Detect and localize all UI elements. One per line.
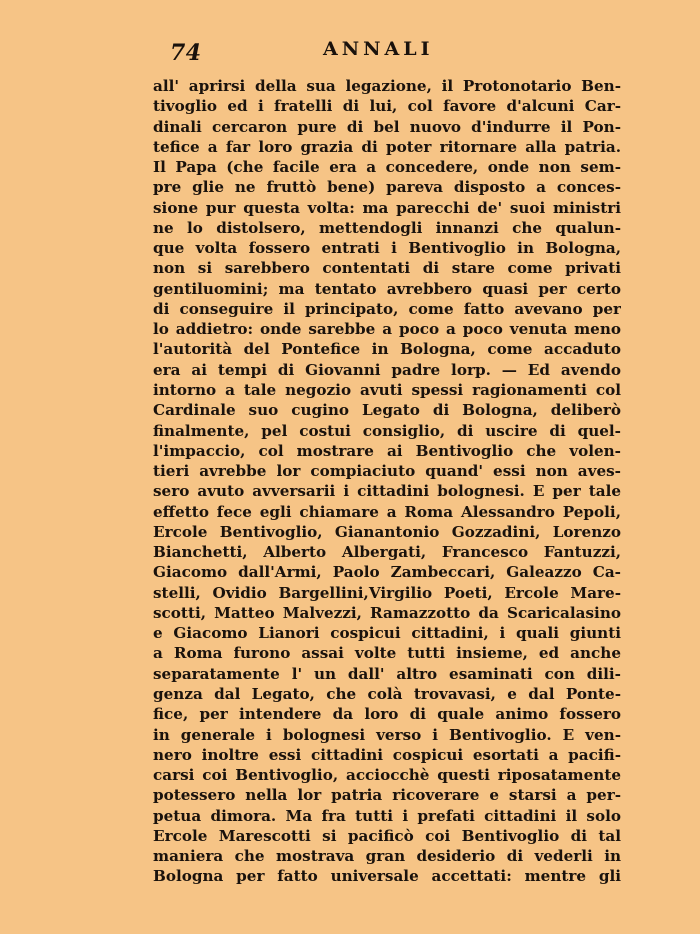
- text-line: l'impaccio, col mostrare ai Bentivoglio che volen-: [153, 441, 621, 460]
- text-line: scotti, Matteo Malvezzi, Ramazzotto da Scaricalasino: [153, 603, 621, 622]
- text-line: sione pur questa volta: ma parecchi de' suoi ministri: [153, 198, 621, 217]
- text-line: non si sarebbero contentati di stare come privati: [153, 259, 621, 278]
- text-line: potessero nella lor patria ricoverare e starsi a per-: [153, 786, 621, 805]
- text-line: tieri avrebbe lor compiaciuto quand' essi non aves-: [153, 462, 621, 481]
- text-line: e Giacomo Lianori cospicui cittadini, i quali giunti: [153, 624, 621, 643]
- text-line: petua dimora. Ma fra tutti i prefati cittadini il solo: [153, 806, 621, 825]
- text-line: nero inoltre essi cittadini cospicui esortati a pacifi-: [153, 745, 621, 764]
- text-line: l'autorità del Pontefice in Bologna, come accaduto: [153, 340, 621, 359]
- text-line: all' aprirsi della sua legazione, il Protonotario Ben-: [153, 77, 621, 95]
- text-line: di conseguire il principato, come fatto avevano per: [153, 299, 621, 318]
- text-line: genza dal Legato, che colà trovavasi, e dal Ponte-: [153, 684, 621, 703]
- text-line: separatamente l' un dall' altro esaminati con dili-: [153, 664, 621, 683]
- text-line: intorno a tale negozio avuti spessi ragionamenti col: [153, 380, 621, 399]
- text-line: fice, per intendere da loro di quale animo fossero: [153, 705, 621, 724]
- text-line: stelli, Ovidio Bargellini,Virgilio Poeti, Ercole Mare-: [153, 583, 621, 602]
- text-line: in generale i bolognesi verso i Bentivoglio. E ven-: [153, 725, 621, 744]
- text-line: maniera che mostrava gran desiderio di vederli in: [153, 847, 621, 866]
- text-line: Cardinale suo cugino Legato di Bologna, deliberò: [153, 401, 621, 420]
- text-line: lo addietro: onde sarebbe a poco a poco venuta meno: [153, 320, 621, 339]
- text-line: tefice a far loro grazia di poter ritornare alla patria.: [153, 137, 621, 156]
- text-line: Bianchetti, Alberto Albergati, Francesco Fantuzzi,: [153, 543, 621, 562]
- text-line: effetto fece egli chiamare a Roma Alessandro Pepoli,: [153, 502, 621, 521]
- running-head: ANNALI: [323, 38, 434, 60]
- text-line: a Roma furono assai volte tutti insieme, ed anche: [153, 644, 621, 663]
- text-line: sero avuto avversarii i cittadini bolognesi. E per tale: [153, 482, 621, 501]
- text-line: Ercole Bentivoglio, Gianantonio Gozzadini, Lorenzo: [153, 522, 621, 541]
- text-line: gentiluomini; ma tentato avrebbero quasi per certo: [153, 279, 621, 298]
- text-line: tivoglio ed i fratelli di lui, col favore d'alcuni Car-: [153, 97, 621, 116]
- text-line: finalmente, pel costui consiglio, di uscire di quel-: [153, 421, 621, 440]
- text-line: carsi coi Bentivoglio, acciocchè questi riposatamente: [153, 766, 621, 785]
- text-line: Il Papa (che facile era a concedere, onde non sem-: [153, 158, 621, 177]
- text-line: Ercole Marescotti si pacificò coi Bentivoglio di tal: [153, 826, 621, 845]
- page-number: 74: [170, 40, 202, 66]
- text-line: Giacomo dall'Armi, Paolo Zambeccari, Galeazzo Ca-: [153, 563, 621, 582]
- text-line: Bologna per fatto universale accettati: mentre gli: [153, 867, 621, 886]
- text-line: dinali cercaron pure di bel nuovo d'indurre il Pon-: [153, 117, 621, 136]
- text-line: pre glie ne fruttò bene) pareva disposto a conces-: [153, 178, 621, 197]
- body-text: [153, 76, 621, 887]
- text-line: era ai tempi di Giovanni padre lorp. — Ed avendo: [153, 360, 621, 379]
- text-line: que volta fossero entrati i Bentivoglio in Bologna,: [153, 239, 621, 258]
- text-line: ne lo distolsero, mettendogli innanzi che qualun-: [153, 218, 621, 237]
